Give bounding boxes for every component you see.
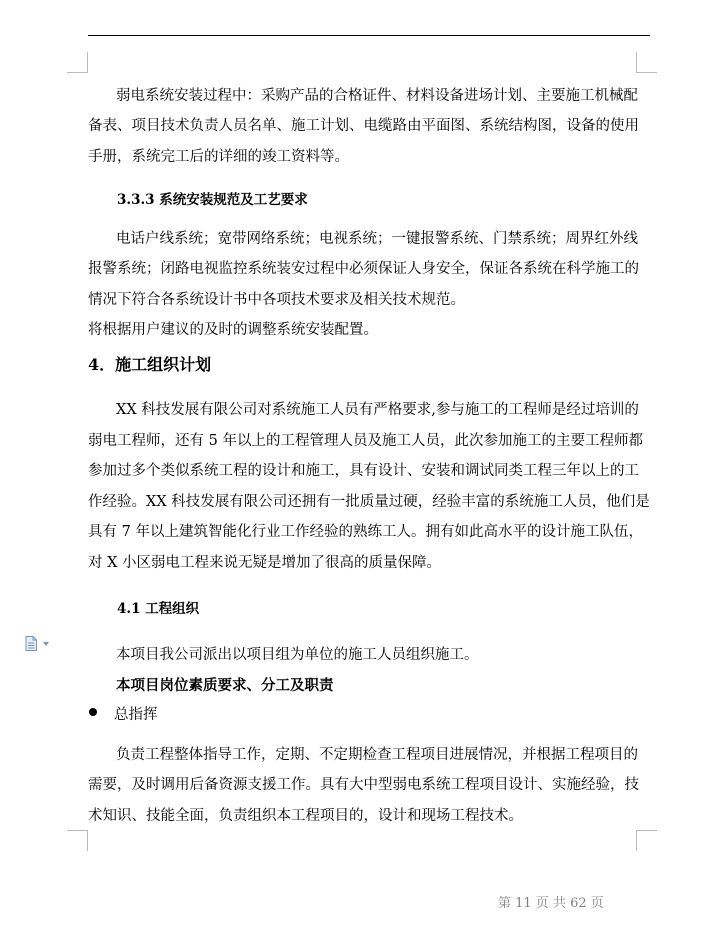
chevron-down-icon[interactable] <box>43 642 49 646</box>
section-heading-3-3-3: 3.3.3 系统安装规范及工艺要求 <box>117 192 308 208</box>
section-heading-4: 4．施工组织计划 <box>88 355 212 374</box>
paragraph-line: 弱电工程师，还有 5 年以上的工程管理人员及施工人员，此次参加施工的主要工程师都 <box>88 433 643 449</box>
paragraph-line: 对 X 小区弱电工程来说无疑是增加了很高的质量保障。 <box>88 555 442 571</box>
bullet-item: 总指挥 <box>114 707 158 723</box>
paragraph-line: 弱电系统安装过程中：采购产品的合格证件、材料设备进场计划、主要施工机械配 <box>116 88 638 104</box>
paragraph-line: 情况下符合各系统设计书中各项技术要求及相关技术规范。 <box>88 292 465 308</box>
document-icon[interactable] <box>25 636 37 651</box>
paragraph-line: 具有 7 年以上建筑智能化行业工作经验的熟练工人。拥有如此高水平的设计施工队伍， <box>88 524 643 540</box>
crop-mark-bottom-left <box>67 830 88 851</box>
page-number-footer: 第 11 页 共 62 页 <box>498 896 604 911</box>
paragraph-line: 参加过多个类似系统工程的设计和施工，具有设计、安装和调试同类工程三年以上的工 <box>88 463 639 479</box>
paragraph-line: 作经验。XX 科技发展有限公司还拥有一批质量过硬，经验丰富的系统施工人员，他们是 <box>88 494 650 510</box>
crop-mark-bottom-right <box>636 830 657 851</box>
subheading-duties: 本项目岗位素质要求、分工及职责 <box>116 677 334 694</box>
paragraph-line: 将根据用户建议的及时的调整系统安装配置。 <box>88 322 378 338</box>
crop-mark-top-right <box>636 52 657 73</box>
paragraph-line: 备表、项目技术负责人员名单、施工计划、电缆路由平面图、系统结构图，设备的使用 <box>88 118 639 134</box>
section-heading-4-1: 4.1 工程组织 <box>117 601 200 617</box>
paragraph-line: 负责工程整体指导工作，定期、不定期检查工程项目进展情况，并根据工程项目的 <box>116 747 638 763</box>
paragraph-line: 需要，及时调用后备资源支援工作。具有大中型弱电系统工程项目设计、实施经验，技 <box>88 777 639 793</box>
paragraph-line: 术知识、技能全面，负责组织本工程项目的，设计和现场工程技术。 <box>88 808 523 824</box>
bullet-icon <box>89 708 97 716</box>
paragraph-line: 本项目我公司派出以项目组为单位的施工人员组织施工。 <box>116 647 479 663</box>
paragraph-line: XX 科技发展有限公司对系统施工人员有严格要求,参与施工的工程师是经过培训的 <box>116 402 639 418</box>
paragraph-line: 报警系统；闭路电视监控系统装安过程中必须保证人身安全，保证各系统在科学施工的 <box>88 261 639 277</box>
header-rule <box>88 35 650 36</box>
paragraph-line: 手册，系统完工后的详细的竣工资料等。 <box>88 149 349 165</box>
paragraph-line: 电话户线系统；宽带网络系统；电视系统；一键报警系统、门禁系统；周界红外线 <box>116 231 638 247</box>
crop-mark-top-left <box>67 52 88 73</box>
